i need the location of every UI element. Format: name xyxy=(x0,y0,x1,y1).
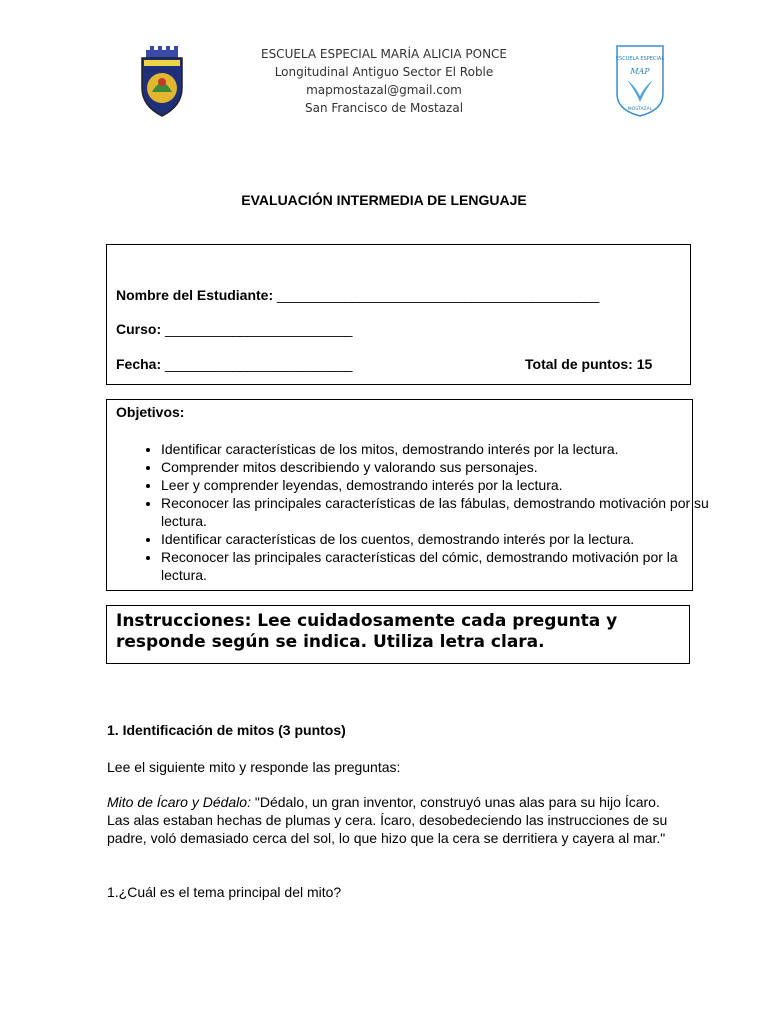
objective-item: • Identificar características de los mitos, demostrando interés por la lectura. xyxy=(161,440,721,458)
myth-paragraph xyxy=(107,793,677,847)
date-field[interactable] xyxy=(116,356,352,372)
question-1: 1.¿Cuál es el tema principal del mito? xyxy=(107,884,342,900)
student-name-line[interactable]: ___________________________________________ xyxy=(277,287,599,303)
instructions-box: Instrucciones: Lee cuidadosamente cada pregunta y responde según se indica. Utiliza letra clara. xyxy=(106,605,690,664)
section1-heading: 1. Identificación de mitos (3 puntos) xyxy=(107,722,346,738)
course-line[interactable]: _________________________ xyxy=(165,321,353,337)
student-name-field[interactable] xyxy=(116,287,599,303)
logo-label-bottom: MOSTAZAL xyxy=(627,107,653,112)
course-label: Curso: xyxy=(116,321,162,337)
student-info-box xyxy=(106,244,691,385)
logo-label-top: ESCUELA ESPECIAL xyxy=(615,56,665,62)
course-field[interactable] xyxy=(116,321,352,337)
objective-item: • Reconocer las principales características del cómic, demostrando motivación por la lectura. xyxy=(161,548,721,584)
myth-text: "Dédalo, un gran inventor, construyó unas alas para su hijo Ícaro. Las alas estaban hechas de plumas y cera. Ícaro, desobedeciendo las instrucciones de su padre, voló demasiado cerca del sol, lo que hizo que la cera se derritiera y cayera al mar." xyxy=(107,794,668,846)
date-label: Fecha: xyxy=(116,356,162,372)
school-header xyxy=(0,45,768,117)
total-points: Total de puntos: 15 xyxy=(525,356,653,372)
date-line[interactable]: _________________________ xyxy=(165,356,353,372)
school-city: San Francisco de Mostazal xyxy=(304,101,464,115)
school-address: Longitudinal Antiguo Sector El Roble xyxy=(274,65,494,79)
student-name-label: Nombre del Estudiante: xyxy=(116,287,274,303)
page-title: EVALUACIÓN INTERMEDIA DE LENGUAJE xyxy=(241,192,527,208)
school-name: ESCUELA ESPECIAL MARÍA ALICIA PONCE xyxy=(260,47,508,61)
logo-initials: MAP xyxy=(630,67,650,76)
objective-item: • Reconocer las principales características de las fábulas, demostrando motivación por su lectura. xyxy=(161,494,721,530)
myth-title: Mito de Ícaro y Dédalo: xyxy=(107,794,251,810)
objective-item: • Leer y comprender leyendas, demostrando interés por la lectura. xyxy=(161,476,721,494)
objective-item: • Identificar características de los cuentos, demostrando interés por la lectura. xyxy=(161,530,721,548)
objectives-list xyxy=(107,440,721,584)
objective-item: • Comprender mitos describiendo y valorando sus personajes. xyxy=(161,458,721,476)
objectives-box xyxy=(106,399,709,591)
school-email: mapmostazal@gmail.com xyxy=(306,83,462,97)
objectives-heading: Objetivos: xyxy=(116,404,185,420)
section1-intro: Lee el siguiente mito y responde las preguntas: xyxy=(107,759,401,775)
